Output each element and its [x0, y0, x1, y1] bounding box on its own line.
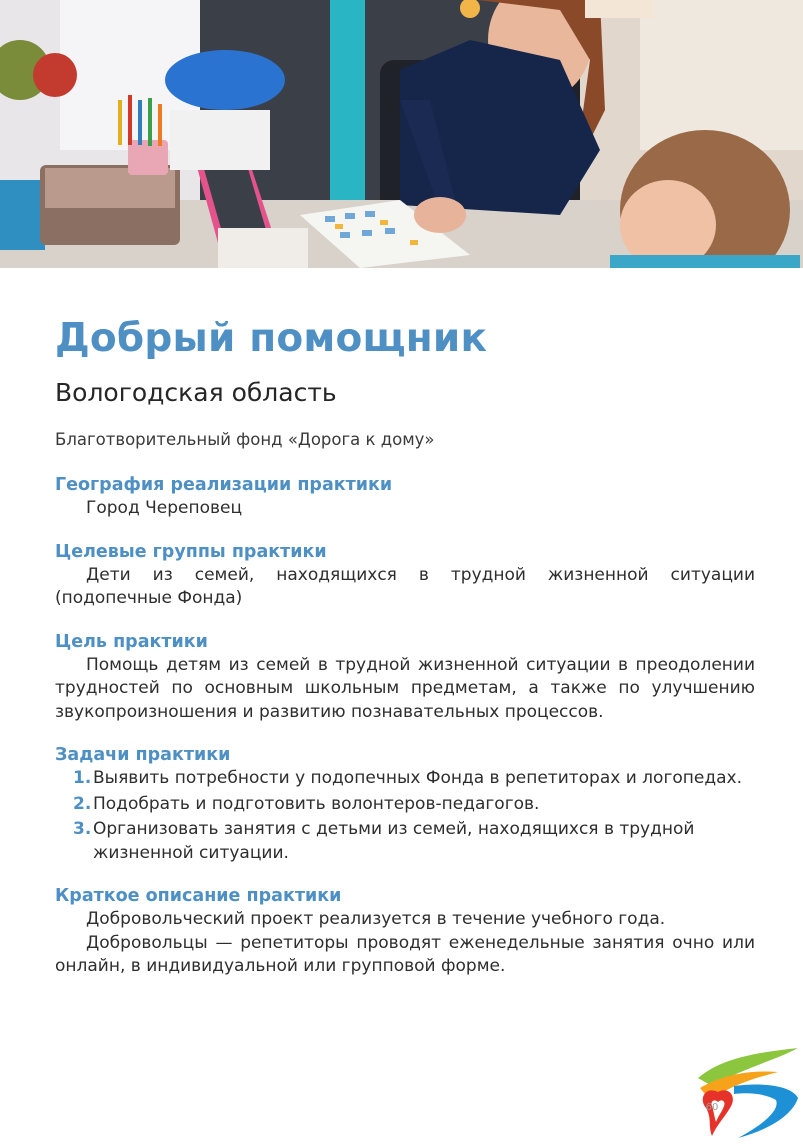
- list-item: [55, 767, 755, 791]
- article: [55, 312, 755, 979]
- list-item: [55, 818, 755, 865]
- header-photo: [0, 0, 803, 268]
- list-item-text: Организовать занятия с детьми из семей, находящихся в трудной жизненной ситуации.: [93, 819, 695, 863]
- list-item-text: Подобрать и подготовить волонтеров-педагогов.: [93, 793, 540, 814]
- list-item-number: 1.: [73, 768, 92, 788]
- organization-name: Благотворительный фонд «Дорога к дому»: [55, 430, 435, 449]
- goal-text: Помощь детям из семей в трудной жизненной ситуации в преодолении трудностей по основным школьным предметам, а также по улучшению звукопроизношения и развитию познавательных процессов.: [55, 654, 755, 722]
- list-item-number: 2.: [73, 793, 92, 814]
- photo-illustration: [0, 0, 803, 268]
- section-target-groups: [55, 540, 755, 611]
- section-goal: [55, 630, 755, 725]
- list-item-text: Выявить потребности у подопечных Фонда в репетиторах и логопедах.: [93, 768, 742, 788]
- project-logo-icon: [694, 1046, 800, 1144]
- page-number: 60: [705, 1102, 719, 1113]
- target-groups-text: Дети из семей, находящихся в трудной жизненной ситуации (подопечные Фонда): [55, 564, 755, 608]
- list-item-number: 3.: [73, 819, 92, 839]
- section-geography: [55, 473, 755, 521]
- section-title-geography: География реализации практики: [55, 475, 393, 495]
- section-title-description: Краткое описание практики: [55, 886, 342, 906]
- section-tasks: [55, 743, 755, 865]
- geography-text: Город Череповец: [86, 498, 243, 518]
- section-title-tasks: Задачи практики: [55, 745, 231, 765]
- section-title-target-groups: Целевые группы практики: [55, 541, 327, 562]
- tasks-list: [55, 767, 755, 865]
- section-description: [55, 884, 755, 979]
- list-item: [55, 793, 755, 817]
- section-title-goal: Цель практики: [55, 631, 208, 652]
- page-title: Добрый помощник: [55, 316, 488, 361]
- description-paragraph: Добровольцы — репетиторы проводят еженедельные занятия очно или онлайн, в индивидуальной или групповой форме.: [55, 932, 755, 976]
- description-paragraph: Добровольческий проект реализуется в течение учебного года.: [86, 909, 666, 929]
- region-subtitle: Вологодская область: [55, 378, 337, 407]
